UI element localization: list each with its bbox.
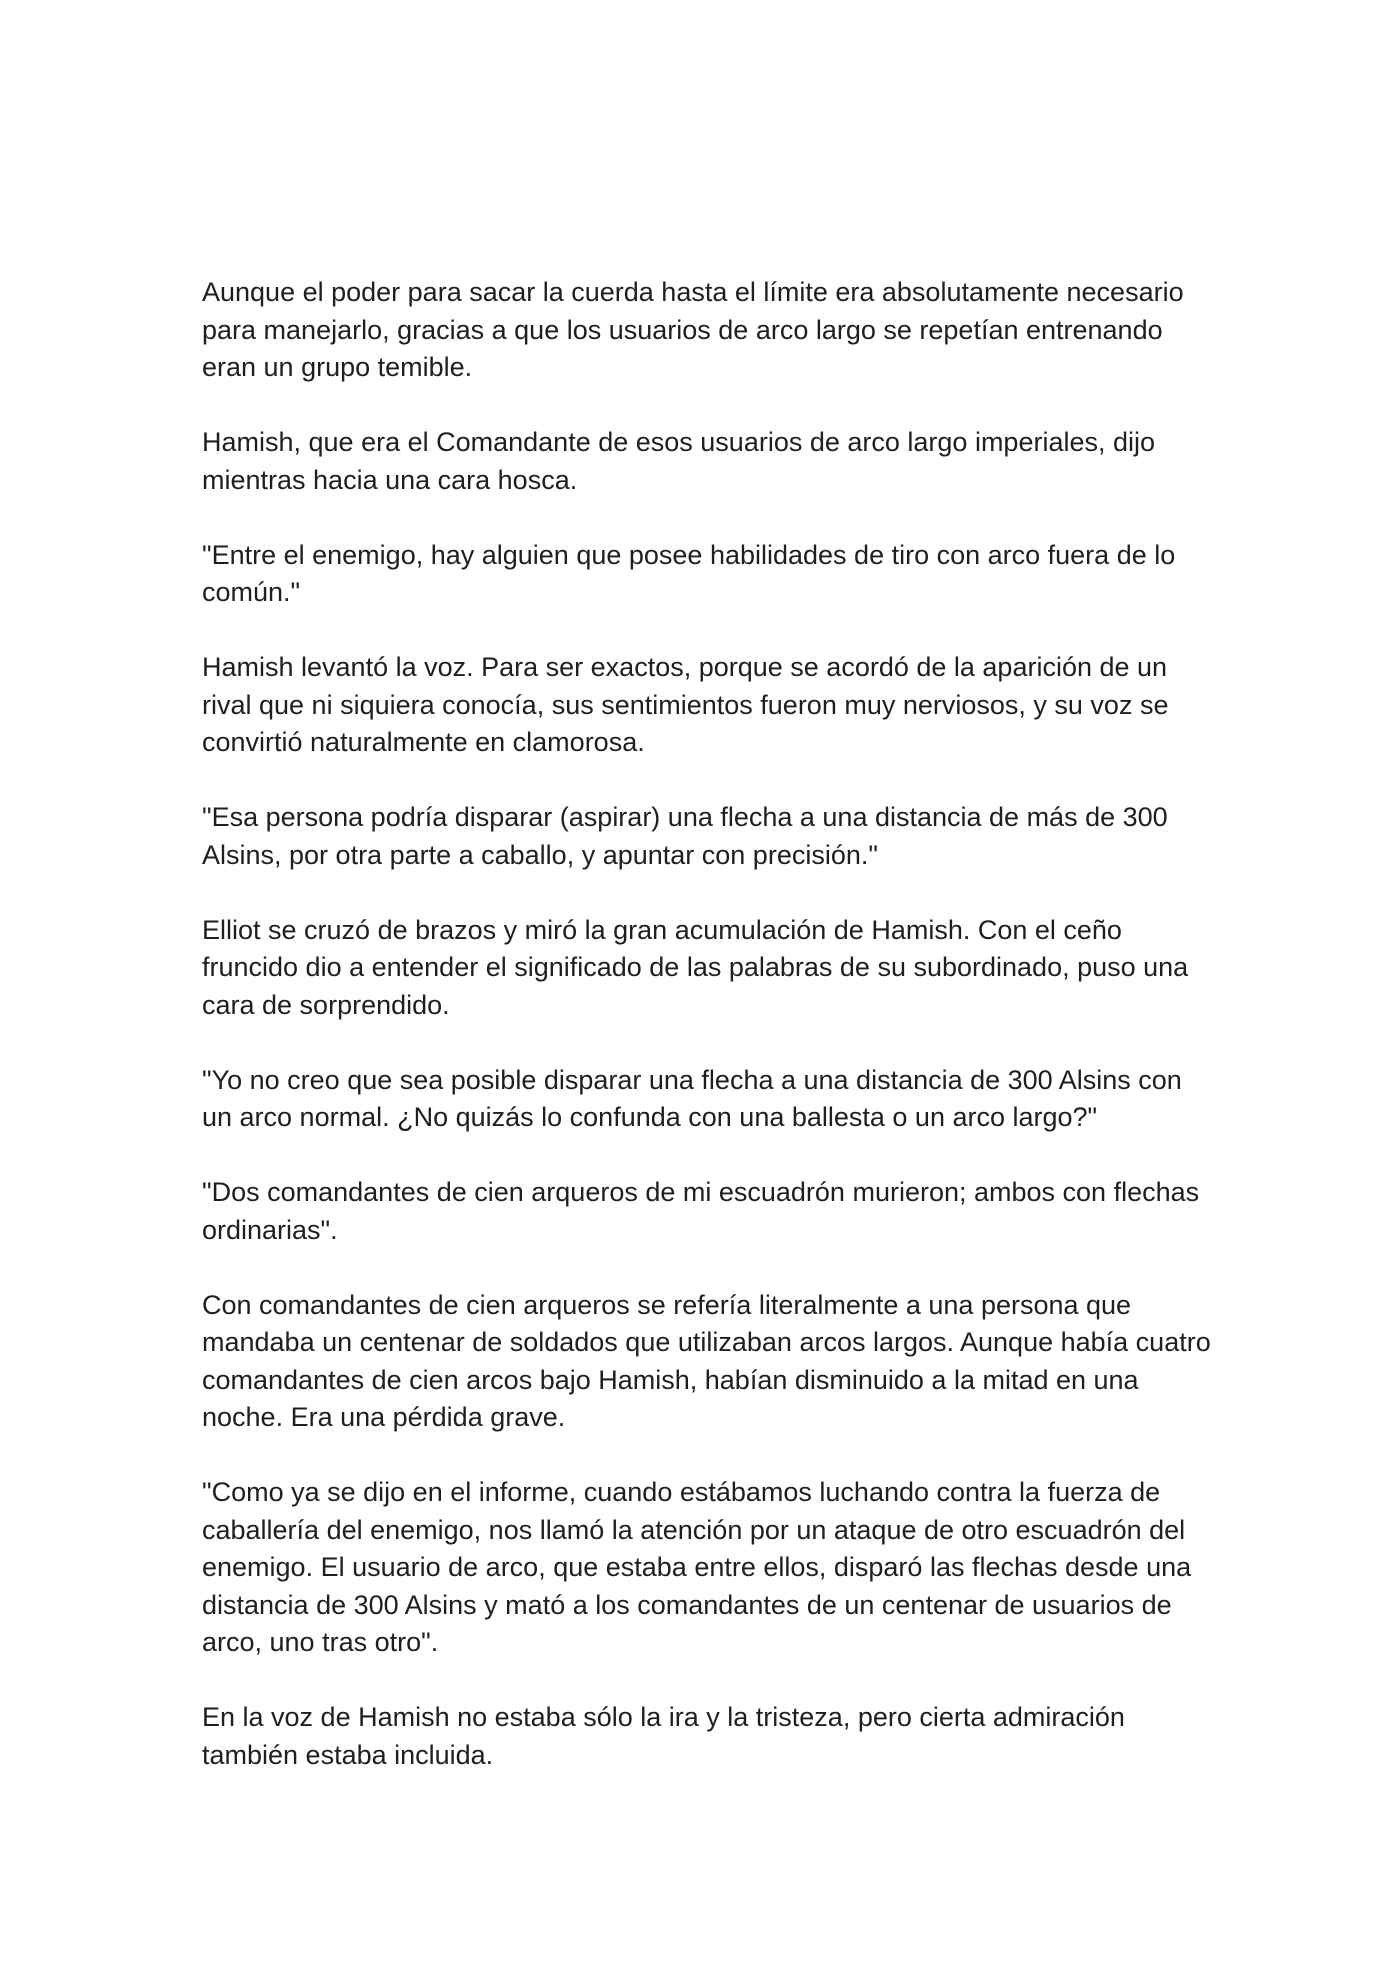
paragraph-1: Aunque el poder para sacar la cuerda hasta el límite era absolutamente necesario para manejarlo, gracias a que los usuarios de arco largo se repetían entrenando eran un grupo temible. [202, 277, 1184, 382]
paragraph-7: "Yo no creo que sea posible disparar una flecha a una distancia de 300 Alsins con un arco normal. ¿No quizás lo confunda con una ballesta o un arco largo?" [202, 1064, 1182, 1132]
paragraph-8: "Dos comandantes de cien arqueros de mi escuadrón murieron; ambos con flechas ordinarias". [202, 1177, 1200, 1245]
paragraph-10: "Como ya se dijo en el informe, cuando estábamos luchando contra la fuerza de caballería del enemigo, nos llamó la atención por un ataque de otro escuadrón del enemigo. El usuario de arco, que estaba entre ellos, disparó las flechas desde una distancia de 300 Alsins y mató a los comandantes de un centenar de usuarios de arco, uno tras otro". [202, 1477, 1192, 1657]
paragraph-2: Hamish, que era el Comandante de esos usuarios de arco largo imperiales, dijo mientras hacia una cara hosca. [202, 427, 1156, 495]
document-body [202, 274, 1212, 1774]
paragraph-5: "Esa persona podría disparar (aspirar) una flecha a una distancia de más de 300 Alsins, por otra parte a caballo, y apuntar con precisión." [202, 802, 1168, 870]
paragraph-6: Elliot se cruzó de brazos y miró la gran acumulación de Hamish. Con el ceño fruncido dio a entender el significado de las palabras de su subordinado, puso una cara de sorprendido. [202, 914, 1189, 1020]
paragraph-4: Hamish levantó la voz. Para ser exactos, porque se acordó de la aparición de un rival que ni siquiera conocía, sus sentimientos fueron muy nerviosos, y su voz se convirtió naturalmente en clamorosa. [202, 652, 1169, 757]
paragraph-3: "Entre el enemigo, hay alguien que posee habilidades de tiro con arco fuera de lo común." [202, 539, 1176, 607]
paragraph-11: En la voz de Hamish no estaba sólo la ira y la tristeza, pero cierta admiración también estaba incluida. [202, 1702, 1125, 1770]
paragraph-9: Con comandantes de cien arqueros se refería literalmente a una persona que mandaba un centenar de soldados que utilizaban arcos largos. Aunque había cuatro comandantes de cien arcos bajo Hamish, habían disminuido a la mitad en una noche. Era una pérdida grave. [202, 1289, 1211, 1432]
